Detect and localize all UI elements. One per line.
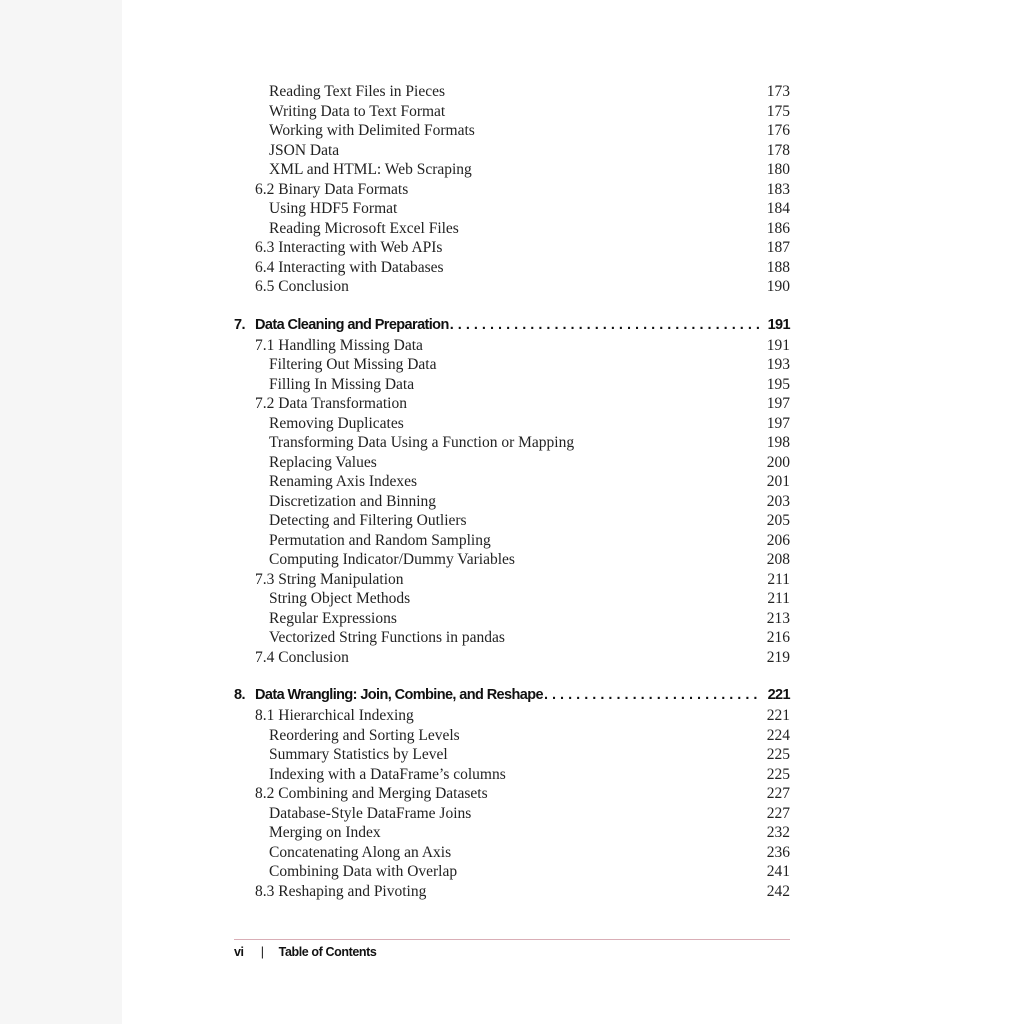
dot-leader (544, 685, 762, 706)
entry-title: XML and HTML: Web Scraping (269, 161, 472, 178)
toc-subsection-entry[interactable] (234, 219, 790, 239)
entry-page: 225 (766, 765, 790, 783)
entry-title: Working with Delimited Formats (269, 122, 475, 139)
toc-subsection-entry[interactable] (234, 199, 790, 219)
toc-subsection-entry[interactable] (234, 531, 790, 551)
chapter-heading[interactable] (234, 685, 790, 706)
entry-title: Computing Indicator/Dummy Variables (269, 551, 515, 568)
entry-title: Filling In Missing Data (269, 375, 415, 393)
toc-subsection-entry[interactable] (234, 414, 790, 434)
chapter-title: Data Wrangling: Join, Combine, and Reshape (255, 687, 543, 703)
entry-page: 241 (766, 863, 790, 880)
toc-subsection-entry[interactable] (234, 862, 790, 882)
toc-subsection-entry[interactable] (234, 823, 790, 843)
entry-page: 178 (766, 141, 790, 159)
page-footer (234, 945, 376, 959)
entry-title: 8.3 Reshaping and Pivoting (255, 882, 427, 900)
toc-subsection-entry[interactable] (234, 765, 790, 785)
entry-page: 186 (766, 219, 790, 237)
toc-subsection-entry[interactable] (234, 472, 790, 492)
entry-page: 203 (766, 492, 790, 510)
entry-page: 187 (766, 239, 790, 256)
entry-page: 197 (766, 395, 790, 412)
toc-subsection-entry[interactable] (234, 453, 790, 473)
entry-page: 216 (766, 629, 790, 646)
entry-title: Concatenating Along an Axis (269, 843, 452, 861)
footer-rule (234, 939, 790, 940)
entry-page: 191 (766, 336, 790, 354)
toc-subsection-entry[interactable] (234, 375, 790, 395)
toc-section-entry[interactable] (234, 882, 790, 902)
entry-page: 221 (766, 707, 790, 724)
entry-page: 193 (766, 356, 790, 373)
entry-title: Database-Style DataFrame Joins (269, 804, 472, 822)
entry-title: Vectorized String Functions in pandas (269, 629, 505, 646)
toc-subsection-entry[interactable] (234, 492, 790, 512)
entry-title: String Object Methods (269, 590, 411, 607)
chapter-page: 221 (767, 687, 790, 703)
entry-page: 205 (766, 512, 790, 529)
entry-page: 200 (766, 453, 790, 471)
toc-section-entry[interactable] (234, 394, 790, 414)
entry-page: 242 (766, 882, 790, 900)
entry-title: 6.4 Interacting with Databases (255, 258, 444, 276)
toc-subsection-entry[interactable] (234, 102, 790, 122)
entry-page: 173 (766, 83, 790, 100)
entry-page: 208 (766, 551, 790, 568)
toc-subsection-entry[interactable] (234, 121, 790, 141)
entry-title: 6.5 Conclusion (255, 278, 349, 295)
toc-subsection-entry[interactable] (234, 141, 790, 161)
entry-page: 190 (766, 278, 790, 295)
entry-page: 213 (766, 609, 790, 627)
entry-title: Filtering Out Missing Data (269, 356, 437, 373)
entry-page: 184 (766, 200, 790, 217)
entry-title: 6.3 Interacting with Web APIs (255, 239, 443, 256)
entry-title: 7.3 String Manipulation (255, 570, 404, 588)
chapter-number: 7. (234, 316, 245, 333)
footer-title: Table of Contents (278, 945, 377, 959)
entry-page: 201 (766, 473, 790, 490)
entry-title: Merging on Index (269, 824, 381, 841)
entry-title: 6.2 Binary Data Formats (255, 180, 409, 198)
entry-title: Reading Text Files in Pieces (269, 83, 445, 100)
toc-subsection-entry[interactable] (234, 843, 790, 863)
entry-title: Regular Expressions (269, 609, 397, 627)
entry-title: Summary Statistics by Level (269, 746, 448, 763)
toc-section-entry[interactable] (234, 180, 790, 200)
entry-title: Writing Data to Text Format (269, 102, 446, 120)
toc-subsection-entry[interactable] (234, 82, 790, 102)
entry-page: 180 (766, 161, 790, 178)
entry-title: Removing Duplicates (269, 414, 404, 432)
chapter-title: Data Cleaning and Preparation (255, 316, 449, 333)
entry-page: 188 (766, 258, 790, 276)
entry-title: Discretization and Binning (269, 492, 437, 510)
entry-page: 232 (766, 824, 790, 841)
toc-subsection-entry[interactable] (234, 589, 790, 609)
entry-title: Reordering and Sorting Levels (269, 726, 460, 744)
toc-section-entry[interactable] (234, 648, 790, 668)
toc-subsection-entry[interactable] (234, 433, 790, 453)
entry-page: 211 (767, 570, 790, 588)
entry-title: Renaming Axis Indexes (269, 473, 418, 490)
toc-section-entry[interactable] (234, 336, 790, 356)
entry-title: Combining Data with Overlap (269, 863, 458, 880)
toc-section-entry[interactable] (234, 277, 790, 297)
entry-title: 7.2 Data Transformation (255, 395, 407, 412)
page-margin (0, 0, 122, 1024)
entry-page: 175 (766, 102, 790, 120)
entry-page: 198 (766, 434, 790, 451)
toc-subsection-entry[interactable] (234, 160, 790, 180)
entry-page: 183 (766, 180, 790, 198)
entry-page: 224 (766, 726, 790, 744)
entry-title: JSON Data (269, 141, 340, 159)
toc-subsection-entry[interactable] (234, 550, 790, 570)
entry-page: 227 (766, 804, 790, 822)
toc-subsection-entry[interactable] (234, 745, 790, 765)
entry-title: 7.1 Handling Missing Data (255, 336, 423, 354)
entry-title: Transforming Data Using a Function or Mapping (269, 434, 575, 451)
entry-page: 176 (766, 122, 790, 139)
entry-page: 236 (766, 843, 790, 861)
table-of-contents (234, 82, 790, 901)
entry-title: 8.1 Hierarchical Indexing (255, 707, 414, 724)
entry-title: Permutation and Random Sampling (269, 531, 491, 549)
dot-leader (450, 315, 762, 336)
entry-title: 7.4 Conclusion (255, 648, 349, 666)
toc-subsection-entry[interactable] (234, 804, 790, 824)
toc-subsection-entry[interactable] (234, 628, 790, 648)
entry-page: 197 (766, 414, 790, 432)
footer-page-number: vi (234, 945, 244, 959)
entry-page: 219 (766, 648, 790, 666)
chapter-page: 191 (767, 316, 790, 333)
toc-section-entry[interactable] (234, 706, 790, 726)
entry-title: Reading Microsoft Excel Files (269, 219, 459, 237)
toc-section-entry[interactable] (234, 784, 790, 804)
entry-title: 8.2 Combining and Merging Datasets (255, 785, 488, 802)
toc-section-entry[interactable] (234, 238, 790, 258)
entry-page: 211 (767, 590, 790, 607)
chapter-heading[interactable] (234, 315, 790, 336)
chapter-number: 8. (234, 687, 245, 703)
entry-page: 206 (766, 531, 790, 549)
toc-subsection-entry[interactable] (234, 609, 790, 629)
toc-subsection-entry[interactable] (234, 726, 790, 746)
toc-subsection-entry[interactable] (234, 511, 790, 531)
entry-title: Indexing with a DataFrame’s columns (269, 765, 506, 783)
entry-title: Using HDF5 Format (269, 200, 398, 217)
entry-page: 195 (766, 375, 790, 393)
toc-subsection-entry[interactable] (234, 355, 790, 375)
toc-section-entry[interactable] (234, 570, 790, 590)
entry-page: 227 (766, 785, 790, 802)
toc-section-entry[interactable] (234, 258, 790, 278)
entry-title: Detecting and Filtering Outliers (269, 512, 467, 529)
entry-title: Replacing Values (269, 453, 377, 471)
footer-separator: | (260, 945, 264, 959)
entry-page: 225 (766, 746, 790, 763)
